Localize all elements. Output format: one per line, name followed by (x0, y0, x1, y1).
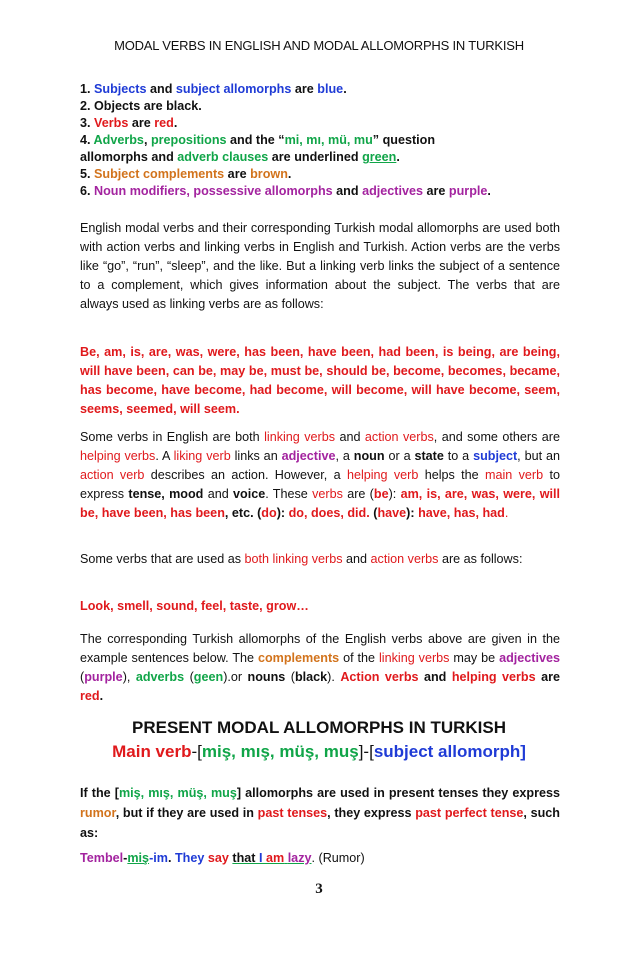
legend-noun-modifiers: Noun modifiers, possessive allomorphs (94, 184, 333, 198)
term-noun: noun (353, 449, 385, 463)
example-say: say (207, 851, 229, 865)
term-main-verb: main verb (485, 468, 544, 482)
legend-adverb-clauses: adverb clauses (177, 150, 269, 164)
term-linking-verbs: linking verbs (264, 430, 336, 444)
text: ( (184, 670, 194, 684)
legend-text: . (287, 167, 292, 181)
text: are as follows: (438, 552, 523, 566)
legend-blue: blue (317, 82, 344, 96)
text: ): (276, 506, 289, 520)
legend-text: and (146, 82, 176, 96)
text: and (342, 552, 371, 566)
legend-text: , (143, 133, 151, 147)
text: , etc. ( (224, 506, 262, 520)
term-subject: subject (473, 449, 518, 463)
example-that: that (232, 851, 256, 865)
formula-subject-allomorph: subject allomorph] (373, 742, 526, 761)
formula-main-verb: Main verb (112, 742, 192, 761)
example-i: I (258, 851, 263, 865)
text: - (123, 851, 128, 865)
legend-text: are (291, 82, 318, 96)
term-verbs: verbs (312, 487, 343, 501)
term-purple: purple (84, 670, 123, 684)
text: . A (155, 449, 174, 463)
legend-subject-complements: Subject complements (94, 167, 225, 181)
term-state: state (414, 449, 444, 463)
text: ).or (223, 670, 248, 684)
term-tense-mood: tense, mood (128, 487, 204, 501)
text: ): (388, 487, 401, 501)
term-geen: geen (193, 670, 224, 684)
term-adjectives: adjectives (499, 651, 561, 665)
legend-text: . (396, 150, 400, 164)
text: , and some others are (433, 430, 560, 444)
text: . (167, 851, 175, 865)
term-have: have (377, 506, 407, 520)
term-red: red (80, 689, 100, 703)
text: Some verbs that are used as (80, 552, 245, 566)
text: , a (335, 449, 354, 463)
legend-text: are (128, 116, 155, 130)
color-legend (80, 81, 570, 200)
legend-line-1 (80, 81, 570, 98)
text: are (535, 670, 560, 684)
text: Some verbs in English are both (80, 430, 265, 444)
legend-text: 4. (80, 133, 94, 147)
legend-text: are underlined (268, 150, 363, 164)
term-linking-verbs: linking verbs (379, 651, 450, 665)
term-voice: voice (233, 487, 266, 501)
term-action-verbs: action verbs (364, 430, 434, 444)
text: , but if they are used in (115, 806, 258, 820)
example-mis: miş (127, 851, 150, 865)
paragraph-linking-verbs-list: Be, am, is, are, was, were, has been, have been, had been, is being, are being, will have been, can be, may be, must be, should be, become, becomes, became, has become, have become, had become, will become, will have become, seem, seems, seemed, will seem. (80, 345, 560, 416)
text: ). (327, 670, 341, 684)
example-sentence (80, 849, 560, 868)
text: , such as: (80, 806, 560, 840)
term-nouns: nouns (247, 670, 286, 684)
text: links an (230, 449, 282, 463)
text: - (149, 851, 154, 865)
text: . These (265, 487, 313, 501)
legend-text: allomorphs and (80, 150, 178, 164)
text: If the [ (80, 786, 119, 800)
text: , they express (327, 806, 416, 820)
text: and (335, 430, 365, 444)
legend-adverbs: Adverbs (93, 133, 144, 147)
legend-line-5 (80, 166, 570, 183)
paragraph-verb-types (80, 428, 560, 523)
paragraph-turkish-allomorphs (80, 630, 560, 706)
legend-text: and (332, 184, 363, 198)
term-past-perfect: past perfect tense (415, 806, 524, 820)
text: may be (449, 651, 500, 665)
example-lazy: lazy (287, 851, 312, 865)
legend-purple: purple (448, 184, 488, 198)
formula-bracket: ]-[ (358, 742, 374, 761)
page-header: MODAL VERBS IN ENGLISH AND MODAL ALLOMORPHS IN TURKISH (114, 38, 524, 53)
term-do-forms: do, does, did. (288, 506, 370, 520)
text: ( (369, 506, 378, 520)
term-helping-verb: helping verb (346, 468, 419, 482)
term-do: do (261, 506, 277, 520)
section-title: PRESENT MODAL ALLOMORPHS IN TURKISH (131, 718, 506, 737)
text: or a (384, 449, 415, 463)
text: helps the (418, 468, 485, 482)
legend-line-4 (80, 132, 570, 149)
legend-verbs: Verbs (94, 116, 129, 130)
legend-brown: brown (250, 167, 288, 181)
legend-text: ” question (372, 133, 436, 147)
legend-subject-allomorphs: subject allomorphs (175, 82, 292, 96)
term-past-tenses: past tenses (257, 806, 328, 820)
legend-text: are (224, 167, 251, 181)
paragraph-both-verbs (80, 550, 560, 569)
formula-allomorphs: miş, mış, müş, muş (201, 742, 359, 761)
example-im: im (153, 851, 168, 865)
text: of the (339, 651, 379, 665)
example-rumor-note: . (Rumor) (311, 851, 365, 865)
example-tembel: Tembel (80, 851, 124, 865)
legend-text: and the “ (226, 133, 285, 147)
term-helping-verbs: helping verbs (80, 449, 156, 463)
term-action-verbs: action verbs (370, 552, 439, 566)
term-have-forms: have, has, had (418, 506, 505, 520)
formula-bracket: -[ (191, 742, 202, 761)
text: to express (80, 468, 560, 501)
term-adjective: adjective (281, 449, 336, 463)
legend-text: 3. (80, 116, 95, 130)
text: ), (122, 670, 136, 684)
legend-green: green (362, 150, 397, 164)
legend-line-3 (80, 115, 570, 132)
legend-line-6 (80, 183, 570, 200)
legend-text: 6. (80, 184, 95, 198)
legend-line-2: 2. Objects are black. (80, 99, 202, 113)
text: . (99, 689, 104, 703)
section-subtitle-formula (0, 742, 638, 762)
term-black: black (294, 670, 328, 684)
text: ( (80, 670, 85, 684)
text: to a (443, 449, 474, 463)
legend-text: . (173, 116, 178, 130)
text: . (504, 506, 509, 520)
paragraph-intro: English modal verbs and their corresponding Turkish modal allomorphs are used both with action verbs and linking verbs in English and Turkish. Action verbs are the verbs like “go”, “run”, “sleep”, and the like. But a linking verb links the subject of a sentence to a complement, which gives information about the subject. The verbs that are always used as linking verbs are as follows: (80, 221, 560, 311)
term-be-forms: am, is, are, was, were, will be, have been, has been (80, 487, 560, 520)
legend-adjectives: adjectives (362, 184, 423, 198)
text: are ( (342, 487, 374, 501)
paragraph-sense-verbs-list: Look, smell, sound, feel, taste, grow… (80, 599, 309, 613)
legend-text: 5. (80, 167, 95, 181)
legend-text: . (487, 184, 491, 198)
legend-text: . (343, 82, 347, 96)
legend-question-allomorphs: mi, mı, mü, mu (284, 133, 373, 147)
term-liking-verb: liking verb (173, 449, 231, 463)
term-allomorphs: miş, mış, müş, muş (118, 786, 237, 800)
text: ): (406, 506, 419, 520)
text: ( (285, 670, 295, 684)
page-number: 3 (315, 881, 323, 897)
text: describes an action. However, a (144, 468, 347, 482)
legend-text: are (422, 184, 449, 198)
text: The corresponding Turkish allomorphs of the English verbs above are given in the example sentences below. The (80, 632, 560, 665)
legend-red: red (154, 116, 174, 130)
text: and (418, 670, 452, 684)
term-be: be (373, 487, 389, 501)
legend-subjects: Subjects (94, 82, 147, 96)
example-they: They (174, 851, 205, 865)
paragraph-rumor-explanation (80, 783, 560, 843)
term-helping-verbs: helping verbs (451, 670, 536, 684)
example-am: am (265, 851, 285, 865)
term-complements: complements (257, 651, 340, 665)
term-action-verbs: Action verbs (340, 670, 419, 684)
legend-line-4b (80, 149, 570, 166)
term-both-linking-verbs: both linking verbs (244, 552, 343, 566)
text: ] allomorphs are used in present tenses they express (236, 786, 561, 800)
legend-prepositions: prepositions (150, 133, 227, 147)
legend-text: 1. (80, 82, 95, 96)
term-action-verb: action verb (80, 468, 145, 482)
text: and (203, 487, 233, 501)
term-rumor: rumor (80, 806, 116, 820)
term-adverbs: adverbs (135, 670, 185, 684)
text: , but an (517, 449, 560, 463)
